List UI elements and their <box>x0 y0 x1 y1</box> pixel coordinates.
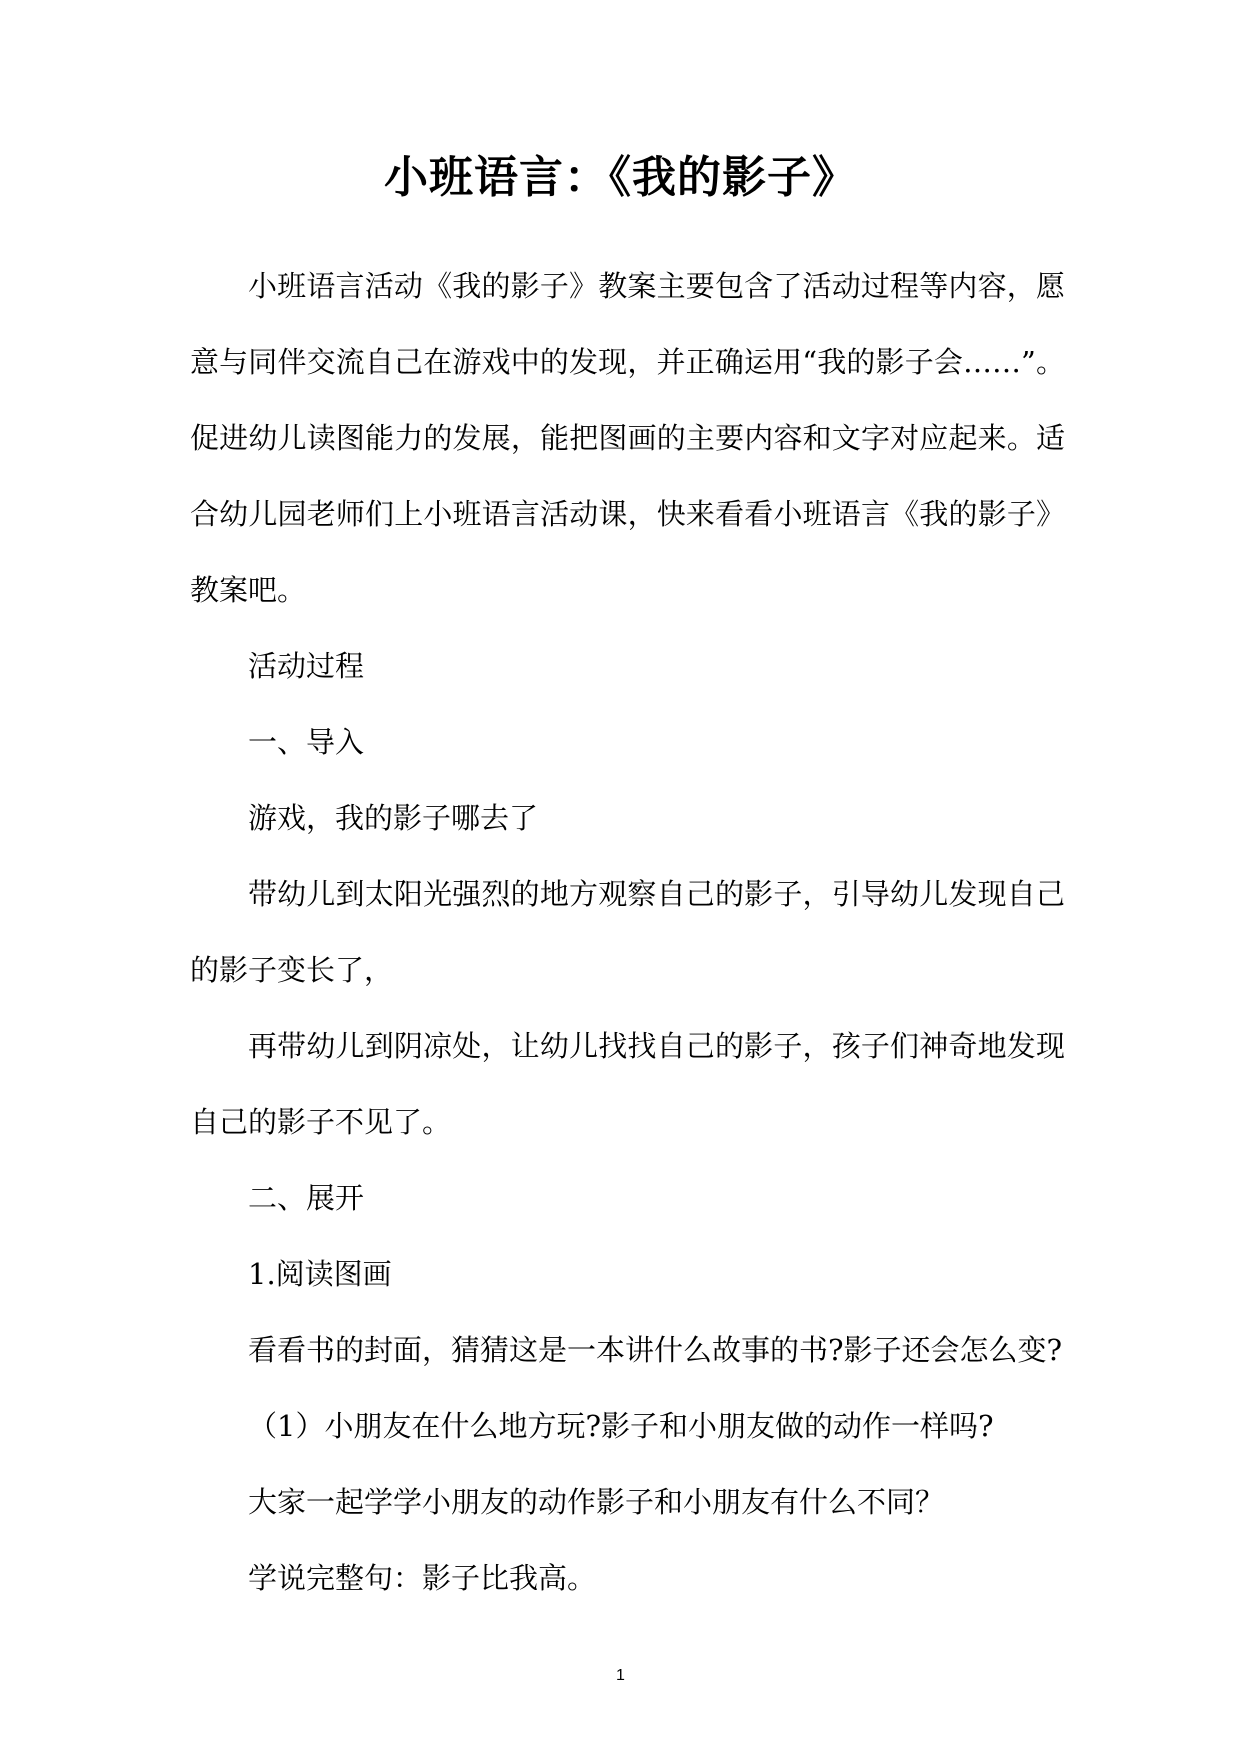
document-title: 小班语言：《我的影子》 <box>384 152 857 203</box>
sun-paragraph <box>190 856 1065 1008</box>
intro-line-2: 意与同伴交流自己在游戏中的发现，并正确运用“我的影子会……”。 <box>190 345 1065 379</box>
document-body <box>190 248 1065 1616</box>
question-1: （1）小朋友在什么地方玩?影子和小朋友做的动作一样吗? <box>248 1409 994 1443</box>
question-1-follow: 大家一起学学小朋友的动作影子和小朋友有什么不同？ <box>248 1485 945 1519</box>
shade-line-2: 自己的影子不见了。 <box>190 1105 452 1139</box>
intro-line-5: 教案吧。 <box>190 573 307 607</box>
cover-question: 看看书的封面，猜猜这是一本讲什么故事的书?影子还会怎么变? <box>248 1333 1063 1367</box>
sentence-practice: 学说完整句：影子比我高。 <box>248 1561 597 1595</box>
shade-line-1: 再带幼儿到阴凉处，让幼儿找找自己的影子，孩子们神奇地发现 <box>248 1029 1065 1063</box>
intro-line-3: 促进幼儿读图能力的发展，能把图画的主要内容和文字对应起来。适 <box>190 421 1065 455</box>
item1-heading: 1.阅读图画 <box>248 1257 392 1291</box>
part1-heading: 一、导入 <box>248 725 365 759</box>
sun-line-2: 的影子变长了， <box>190 953 394 987</box>
page-number: 1 <box>616 1667 625 1684</box>
section-heading: 活动过程 <box>248 649 365 683</box>
sun-line-1: 带幼儿到太阳光强烈的地方观察自己的影子，引导幼儿发现自己 <box>248 877 1065 911</box>
game-title: 游戏，我的影子哪去了 <box>248 801 539 835</box>
intro-line-1: 小班语言活动《我的影子》教案主要包含了活动过程等内容，愿 <box>248 269 1065 303</box>
part2-heading: 二、展开 <box>248 1181 365 1215</box>
intro-paragraph <box>190 248 1065 628</box>
intro-line-4: 合幼儿园老师们上小班语言活动课，快来看看小班语言《我的影子》 <box>190 497 1065 531</box>
shade-paragraph <box>190 1008 1065 1160</box>
